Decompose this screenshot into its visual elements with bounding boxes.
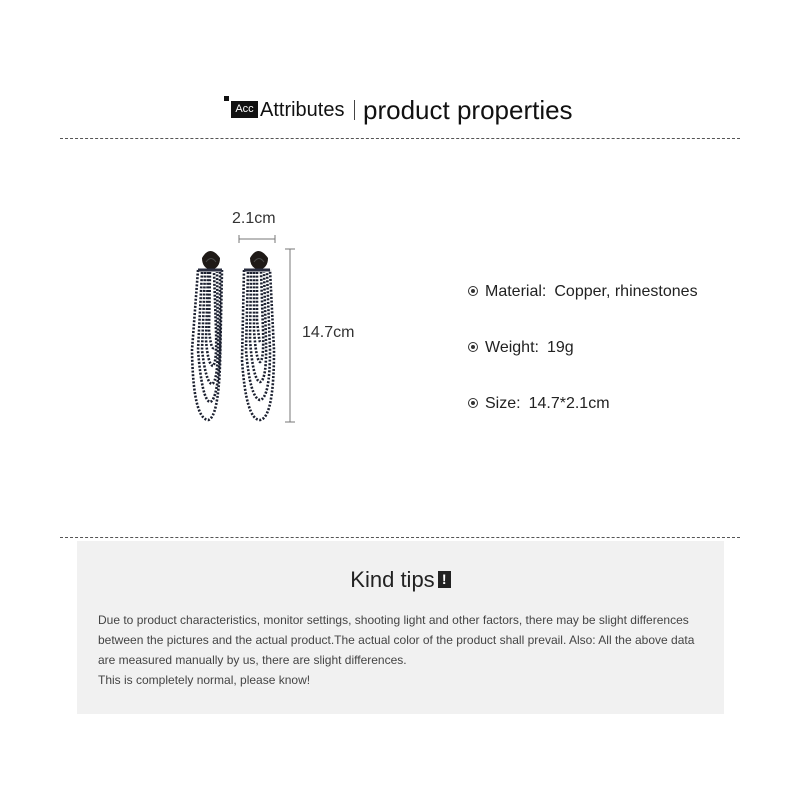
product-illustration <box>180 200 380 440</box>
earrings-image <box>180 200 380 440</box>
target-icon <box>468 398 478 408</box>
kind-tips-body <box>98 610 710 690</box>
header-separator <box>354 100 355 120</box>
kind-tips-panel <box>77 541 724 714</box>
page-title: product properties <box>363 95 573 125</box>
width-dimension-marker <box>239 235 275 243</box>
attributes-tag: Acc <box>231 101 258 118</box>
attributes-label: Attributes <box>260 99 345 121</box>
target-icon <box>468 342 478 352</box>
property-label: Material: <box>485 283 547 300</box>
kind-tips-note: This is completely normal, please know! <box>98 673 311 687</box>
height-dimension-label: 14.7cm <box>302 324 355 341</box>
property-label: Weight: <box>485 339 539 356</box>
left-earring <box>192 251 222 420</box>
divider-middle <box>60 537 740 538</box>
property-material <box>468 283 698 301</box>
width-dimension-label: 2.1cm <box>232 210 276 227</box>
kind-tips-title <box>77 566 724 594</box>
property-value: 14.7*2.1cm <box>528 395 610 412</box>
property-value: Copper, rhinestones <box>554 283 698 300</box>
property-label: Size: <box>485 395 521 412</box>
kind-tips-paragraph: Due to product characteristics, monitor settings, shooting light and other factors, there may be slight differences between the pictures and the actual product.The actual color of the product shall prevail. Also: All the above data are measured manually by us, there are slight differences. <box>98 613 695 667</box>
kind-tips-title-text: Kind tips <box>350 567 435 592</box>
tag-dot <box>224 96 229 101</box>
property-value: 19g <box>546 339 574 356</box>
section-header <box>0 92 800 132</box>
target-icon <box>468 286 478 296</box>
property-size <box>468 395 610 413</box>
right-earring <box>242 251 274 420</box>
height-dimension-marker <box>285 249 295 422</box>
exclamation-icon: ! <box>438 571 451 588</box>
divider-top <box>60 138 740 139</box>
property-weight <box>468 339 574 357</box>
